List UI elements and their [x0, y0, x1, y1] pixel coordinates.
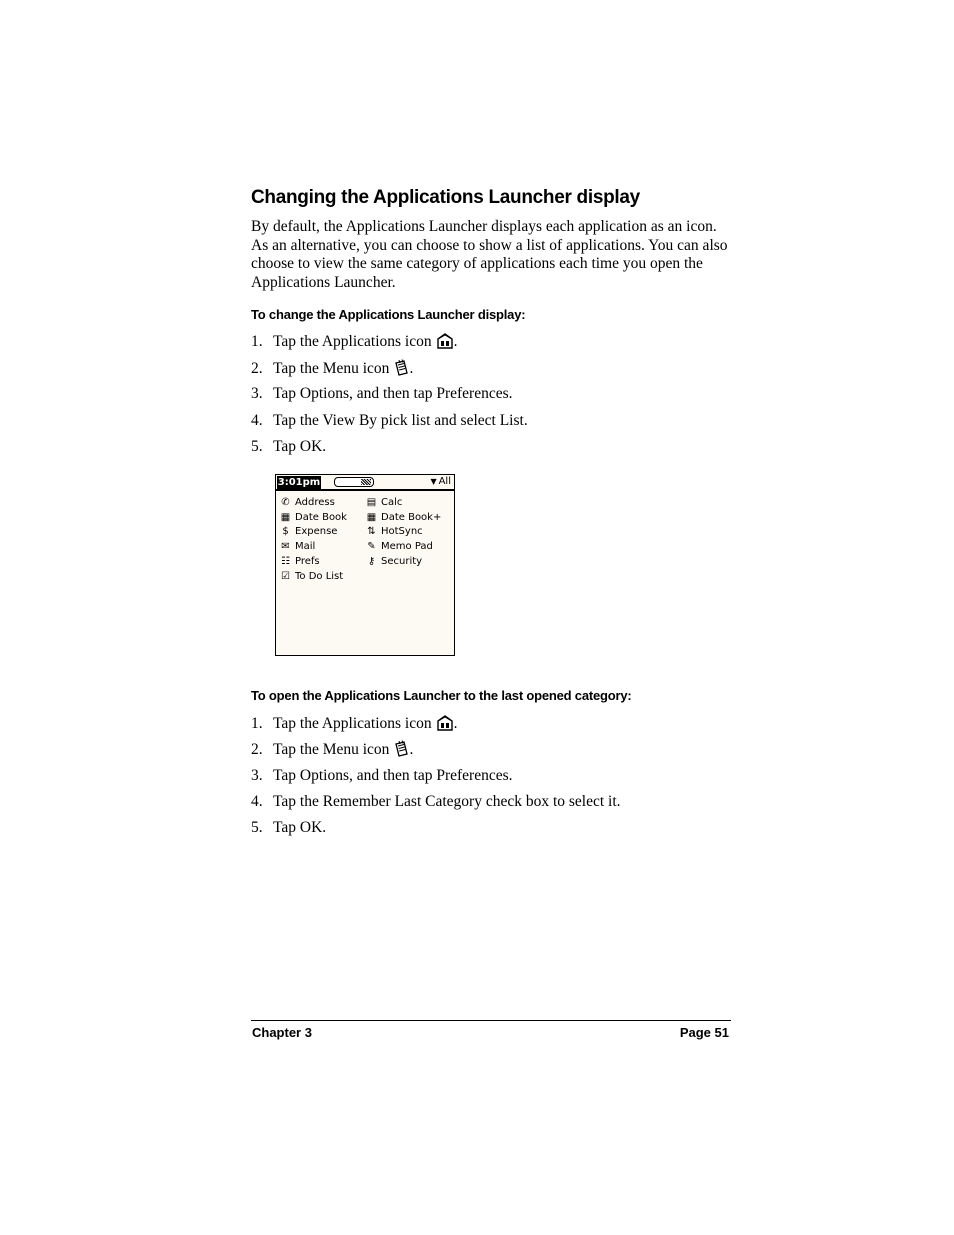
app-mail[interactable]: ✉ Mail [278, 541, 315, 553]
step-5: 5. Tap OK. [251, 438, 327, 455]
launcher-titlebar [276, 475, 454, 490]
app-expense[interactable]: $ Expense [278, 526, 337, 538]
footer-rule [251, 1020, 731, 1021]
app-address[interactable]: ✆ Address [278, 497, 335, 509]
step-1: 1. Tap the Applications icon . [251, 333, 458, 354]
phone-icon: ✆ [281, 497, 290, 508]
menu-icon [393, 740, 409, 762]
menu-icon [393, 359, 409, 381]
launcher-screenshot [275, 474, 455, 656]
app-calc[interactable]: ▤ Calc [364, 497, 402, 509]
applications-icon [436, 715, 454, 736]
battery-icon [334, 477, 374, 487]
triangle-down-icon: ▼ [430, 477, 437, 486]
key-icon: ⚷ [367, 556, 376, 567]
titlebar-underline [276, 489, 454, 491]
category-picker[interactable]: ▼ All [430, 476, 451, 487]
step-4: 4. Tap the Remember Last Category check box to select it. [251, 793, 621, 810]
prefs-icon: ☷ [281, 556, 290, 567]
step-3: 3. Tap Options, and then tap Preferences. [251, 385, 513, 402]
step-5: 5. Tap OK. [251, 819, 327, 836]
app-date-book-plus[interactable]: ▦ Date Book+ [364, 512, 441, 524]
section-title: Changing the Applications Launcher display [251, 187, 640, 208]
calendar-plus-icon: ▦ [366, 512, 377, 523]
intro-paragraph: By default, the Applications Launcher displays each application as an icon. As an alternative, you can choose to show a list of applications. You can also choose to view the same category of applications each time you open the Applications Launcher. [251, 218, 728, 292]
applications-icon [436, 333, 454, 354]
calendar-icon: ▦ [280, 512, 291, 523]
app-to-do-list[interactable]: ☑ To Do List [278, 571, 343, 583]
app-hotsync[interactable]: ⇅ HotSync [364, 526, 423, 538]
step-2: 2. Tap the Menu icon . [251, 740, 413, 762]
memo-icon: ✎ [367, 541, 376, 552]
app-prefs[interactable]: ☷ Prefs [278, 556, 320, 568]
hotsync-icon: ⇅ [367, 526, 376, 537]
procedure-heading-last-category: To open the Applications Launcher to the last opened category: [251, 688, 632, 703]
footer-chapter: Chapter 3 [252, 1025, 312, 1040]
checkbox-icon: ☑ [281, 571, 290, 582]
calculator-icon: ▤ [366, 497, 377, 508]
mail-icon: ✉ [281, 541, 290, 552]
app-memo-pad[interactable]: ✎ Memo Pad [364, 541, 433, 553]
procedure-heading-change-display: To change the Applications Launcher display: [251, 307, 526, 322]
dollar-icon: $ [282, 526, 289, 537]
step-1: 1. Tap the Applications icon . [251, 715, 458, 736]
clock-tab[interactable]: 3:01pm [277, 477, 321, 488]
step-3: 3. Tap Options, and then tap Preferences. [251, 767, 513, 784]
app-date-book[interactable]: ▦ Date Book [278, 512, 347, 524]
step-4: 4. Tap the View By pick list and select List. [251, 412, 528, 429]
app-security[interactable]: ⚷ Security [364, 556, 422, 568]
step-2: 2. Tap the Menu icon . [251, 359, 413, 381]
footer-page-number: Page 51 [679, 1025, 729, 1040]
